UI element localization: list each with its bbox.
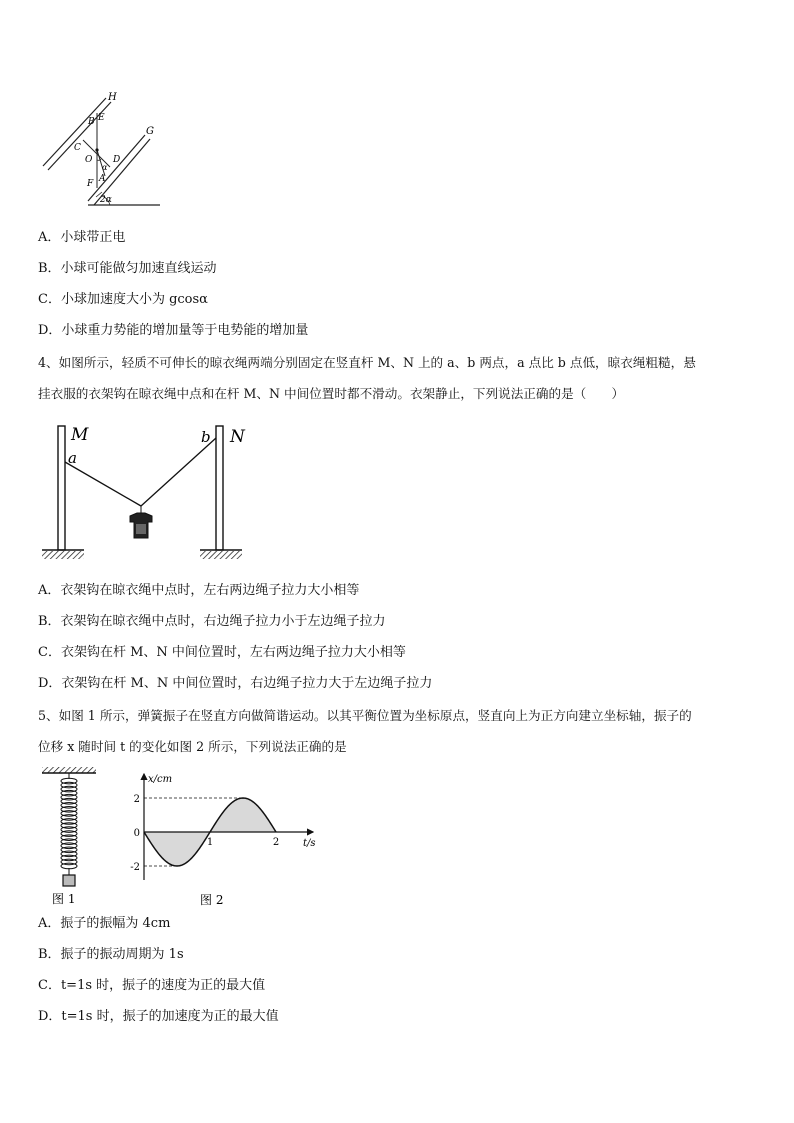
label-D: D [113, 155, 121, 165]
fig2-caption: 图 2 [200, 893, 224, 907]
q5-stem-line2: 位移 x 随时间 t 的变化如图 2 所示，下列说法正确的是 [38, 739, 347, 754]
label-a: a [68, 449, 77, 467]
label-b: b [201, 428, 211, 446]
x-tick-label: 1 [206, 837, 214, 848]
spring-coil [61, 778, 77, 869]
x-axis-label: t/s [303, 838, 316, 849]
label-alpha: α [102, 163, 108, 172]
q3-option-d: D．小球重力势能的增加量等于电势能的增加量 [38, 323, 309, 338]
q4-option-c: C．衣架钩在杆 M、N 中间位置时，左右两边绳子拉力大小相等 [38, 645, 406, 660]
q3-option-b: B．小球可能做匀加速直线运动 [38, 261, 217, 276]
xt-chart [128, 770, 328, 910]
spring-turn [61, 863, 77, 869]
q5-option-b: B．振子的振动周期为 1s [38, 947, 184, 962]
label-F: F [87, 179, 94, 189]
label-C: C [74, 143, 81, 153]
q4-option-b: B．衣架钩在晾衣绳中点时，右边绳子拉力小于左边绳子拉力 [38, 614, 386, 629]
y-tick-label: -2 [130, 862, 140, 873]
q5-option-c: C．t=1s 时，振子的速度为正的最大值 [38, 978, 266, 993]
clothesline-figure [38, 418, 248, 568]
q4-stem-line2: 挂衣服的衣架钩在晾衣绳中点和在杆 M、N 中间位置时都不滑动。衣架静止，下列说法正确的是（ ） [38, 386, 625, 401]
label-N: N [230, 427, 245, 447]
q3-option-a: A．小球带正电 [38, 230, 126, 245]
x-tick-label: 2 [272, 837, 280, 848]
q5-stem-line1: 5、如图 1 所示，弹簧振子在竖直方向做简谐运动。以其平衡位置为坐标原点，竖直向上为正方向建立坐标轴，振子的 [38, 708, 692, 723]
q5-option-d: D．t=1s 时，振子的加速度为正的最大值 [38, 1009, 279, 1024]
label-G: G [146, 126, 154, 137]
q5-option-a: A．振子的振幅为 4cm [38, 916, 171, 931]
label-E: E [98, 113, 105, 123]
label-2alpha: 2α [100, 195, 112, 205]
y-tick-label: 0 [133, 828, 140, 839]
label-M: M [71, 425, 89, 445]
fig1-caption: 图 1 [52, 892, 76, 906]
label-A: A [99, 174, 106, 184]
spring-figure [38, 765, 102, 910]
mass-block [63, 875, 75, 886]
q4-option-d: D．衣架钩在杆 M、N 中间位置时，右边绳子拉力大于左边绳子拉力 [38, 676, 433, 691]
q4-stem-line1: 4、如图所示，轻质不可伸长的晾衣绳两端分别固定在竖直杆 M、N 上的 a、b 两点，a 点比 b 点低，晾衣绳粗糙，悬 [38, 355, 696, 370]
y-axis-label: x/cm [148, 774, 173, 785]
label-H: H [108, 92, 117, 103]
label-B: B [88, 117, 95, 127]
q4-option-a: A．衣架钩在晾衣绳中点时，左右两边绳子拉力大小相等 [38, 583, 360, 598]
y-tick-label: 2 [133, 794, 140, 805]
label-O: O [85, 155, 93, 165]
q3-option-c: C．小球加速度大小为 gcosα [38, 292, 208, 307]
incline-figure [38, 88, 168, 210]
